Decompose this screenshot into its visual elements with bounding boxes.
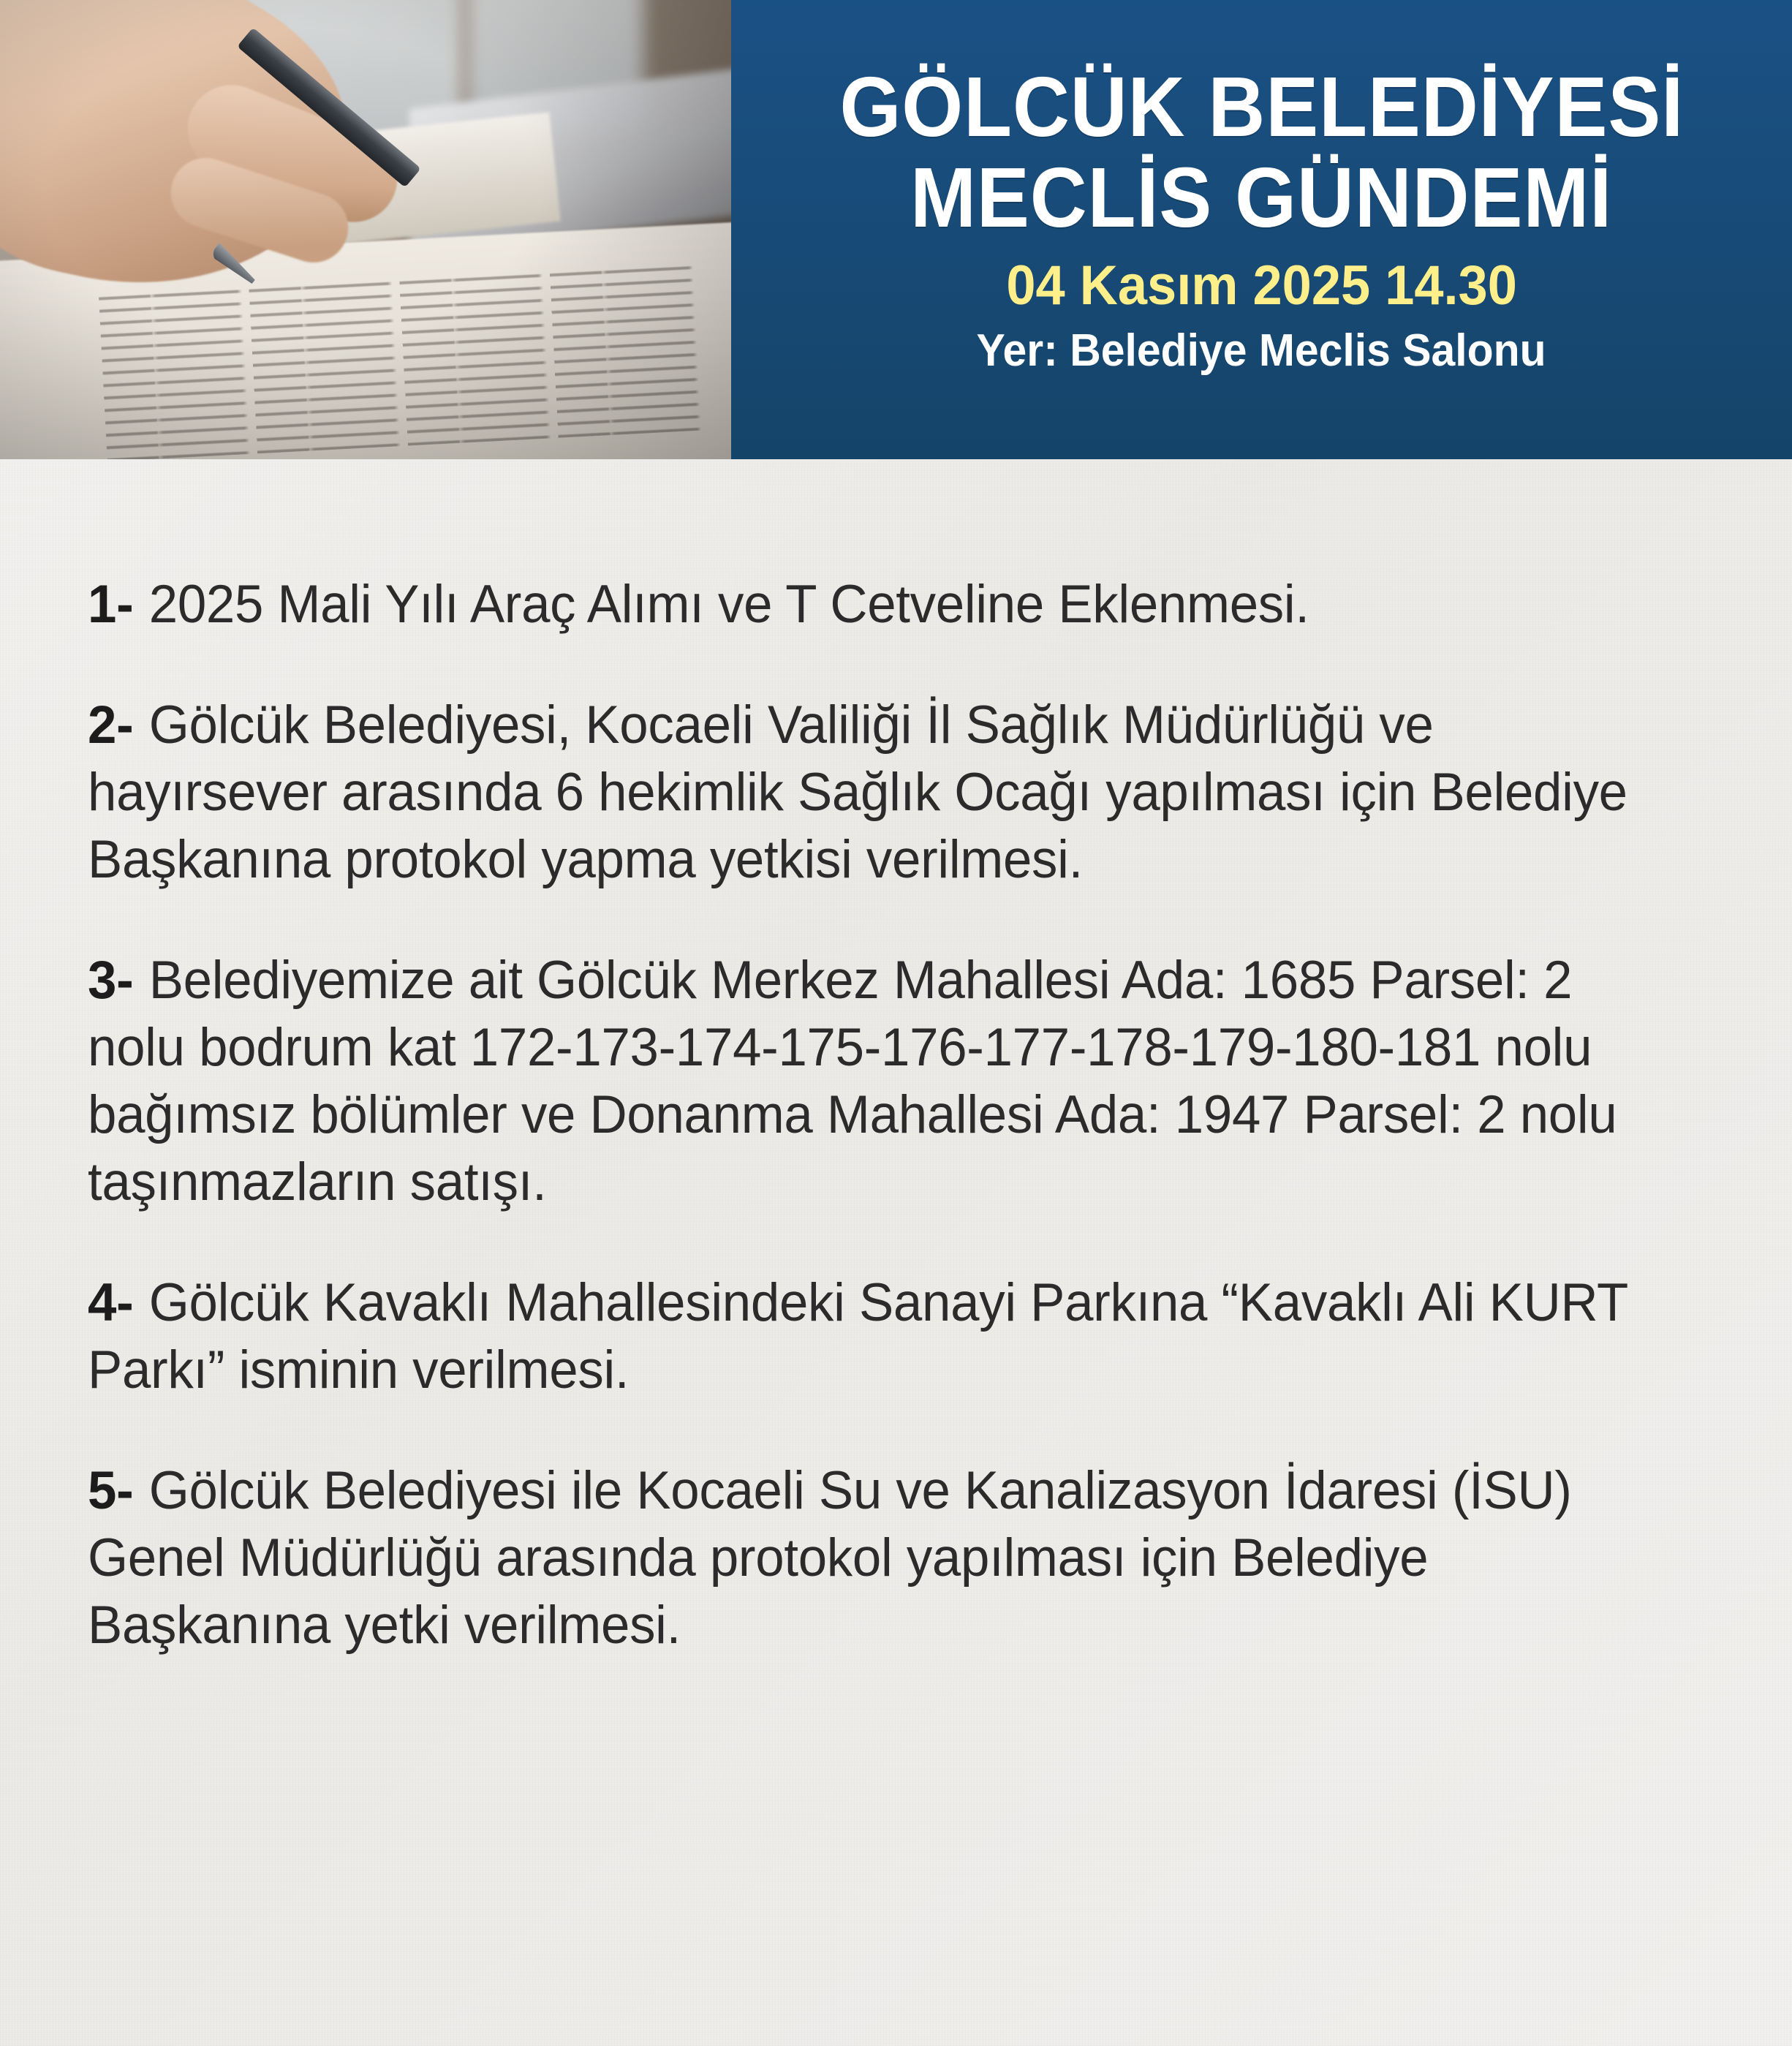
agenda-item-text: Belediyemize ait Gölcük Merkez Mahallesi Ada: 1685 Parsel: 2 nolu bodrum kat 172-173-174-175-176-177-178-179-180-181 nolu bağımsız bölümler ve Donanma Mahallesi Ada: 1947 Parsel: 2 nolu taşınmazların satışı. bbox=[88, 950, 1617, 1212]
title-panel bbox=[731, 0, 1792, 459]
agenda-item-text: 2025 Mali Yılı Araç Alımı ve T Cetveline Eklenmesi. bbox=[148, 575, 1309, 634]
agenda-item-number: 3- bbox=[88, 950, 134, 1010]
poster-header bbox=[0, 0, 1792, 459]
agenda-item-text: Gölcük Belediyesi ile Kocaeli Su ve Kanalizasyon İdaresi (İSU) Genel Müdürlüğü arasında protokol yapılması için Belediye Başkanına yetki verilmesi. bbox=[88, 1460, 1572, 1655]
agenda-list bbox=[0, 459, 1792, 1693]
meeting-date: 04 Kasım 2025 14.30 bbox=[1006, 254, 1517, 317]
header-photo bbox=[0, 0, 731, 459]
photo-vignette bbox=[0, 0, 731, 459]
agenda-item bbox=[88, 947, 1663, 1216]
agenda-item bbox=[88, 571, 1663, 638]
agenda-item-number: 4- bbox=[88, 1272, 134, 1332]
poster-title-line-1: GÖLCÜK BELEDİYESİ bbox=[839, 58, 1684, 154]
poster-title-line-2: MECLİS GÜNDEMİ bbox=[910, 150, 1613, 245]
agenda-item-number: 2- bbox=[88, 695, 134, 755]
agenda-item bbox=[88, 692, 1663, 894]
agenda-item bbox=[88, 1457, 1663, 1659]
agenda-item-number: 5- bbox=[88, 1460, 134, 1520]
agenda-item-text: Gölcük Kavaklı Mahallesindeki Sanayi Parkına “Kavaklı Ali KURT Parkı” isminin verilmesi. bbox=[88, 1272, 1627, 1400]
meeting-place: Yer: Belediye Meclis Salonu bbox=[976, 325, 1547, 377]
agenda-item bbox=[88, 1269, 1663, 1404]
agenda-item-text: Gölcük Belediyesi, Kocaeli Valiliği İl Sağlık Müdürlüğü ve hayırsever arasında 6 hekimlik Sağlık Ocağı yapılması için Belediye Başkanına protokol yapma yetkisi verilmesi. bbox=[88, 695, 1627, 889]
agenda-item-number: 1- bbox=[88, 575, 134, 634]
